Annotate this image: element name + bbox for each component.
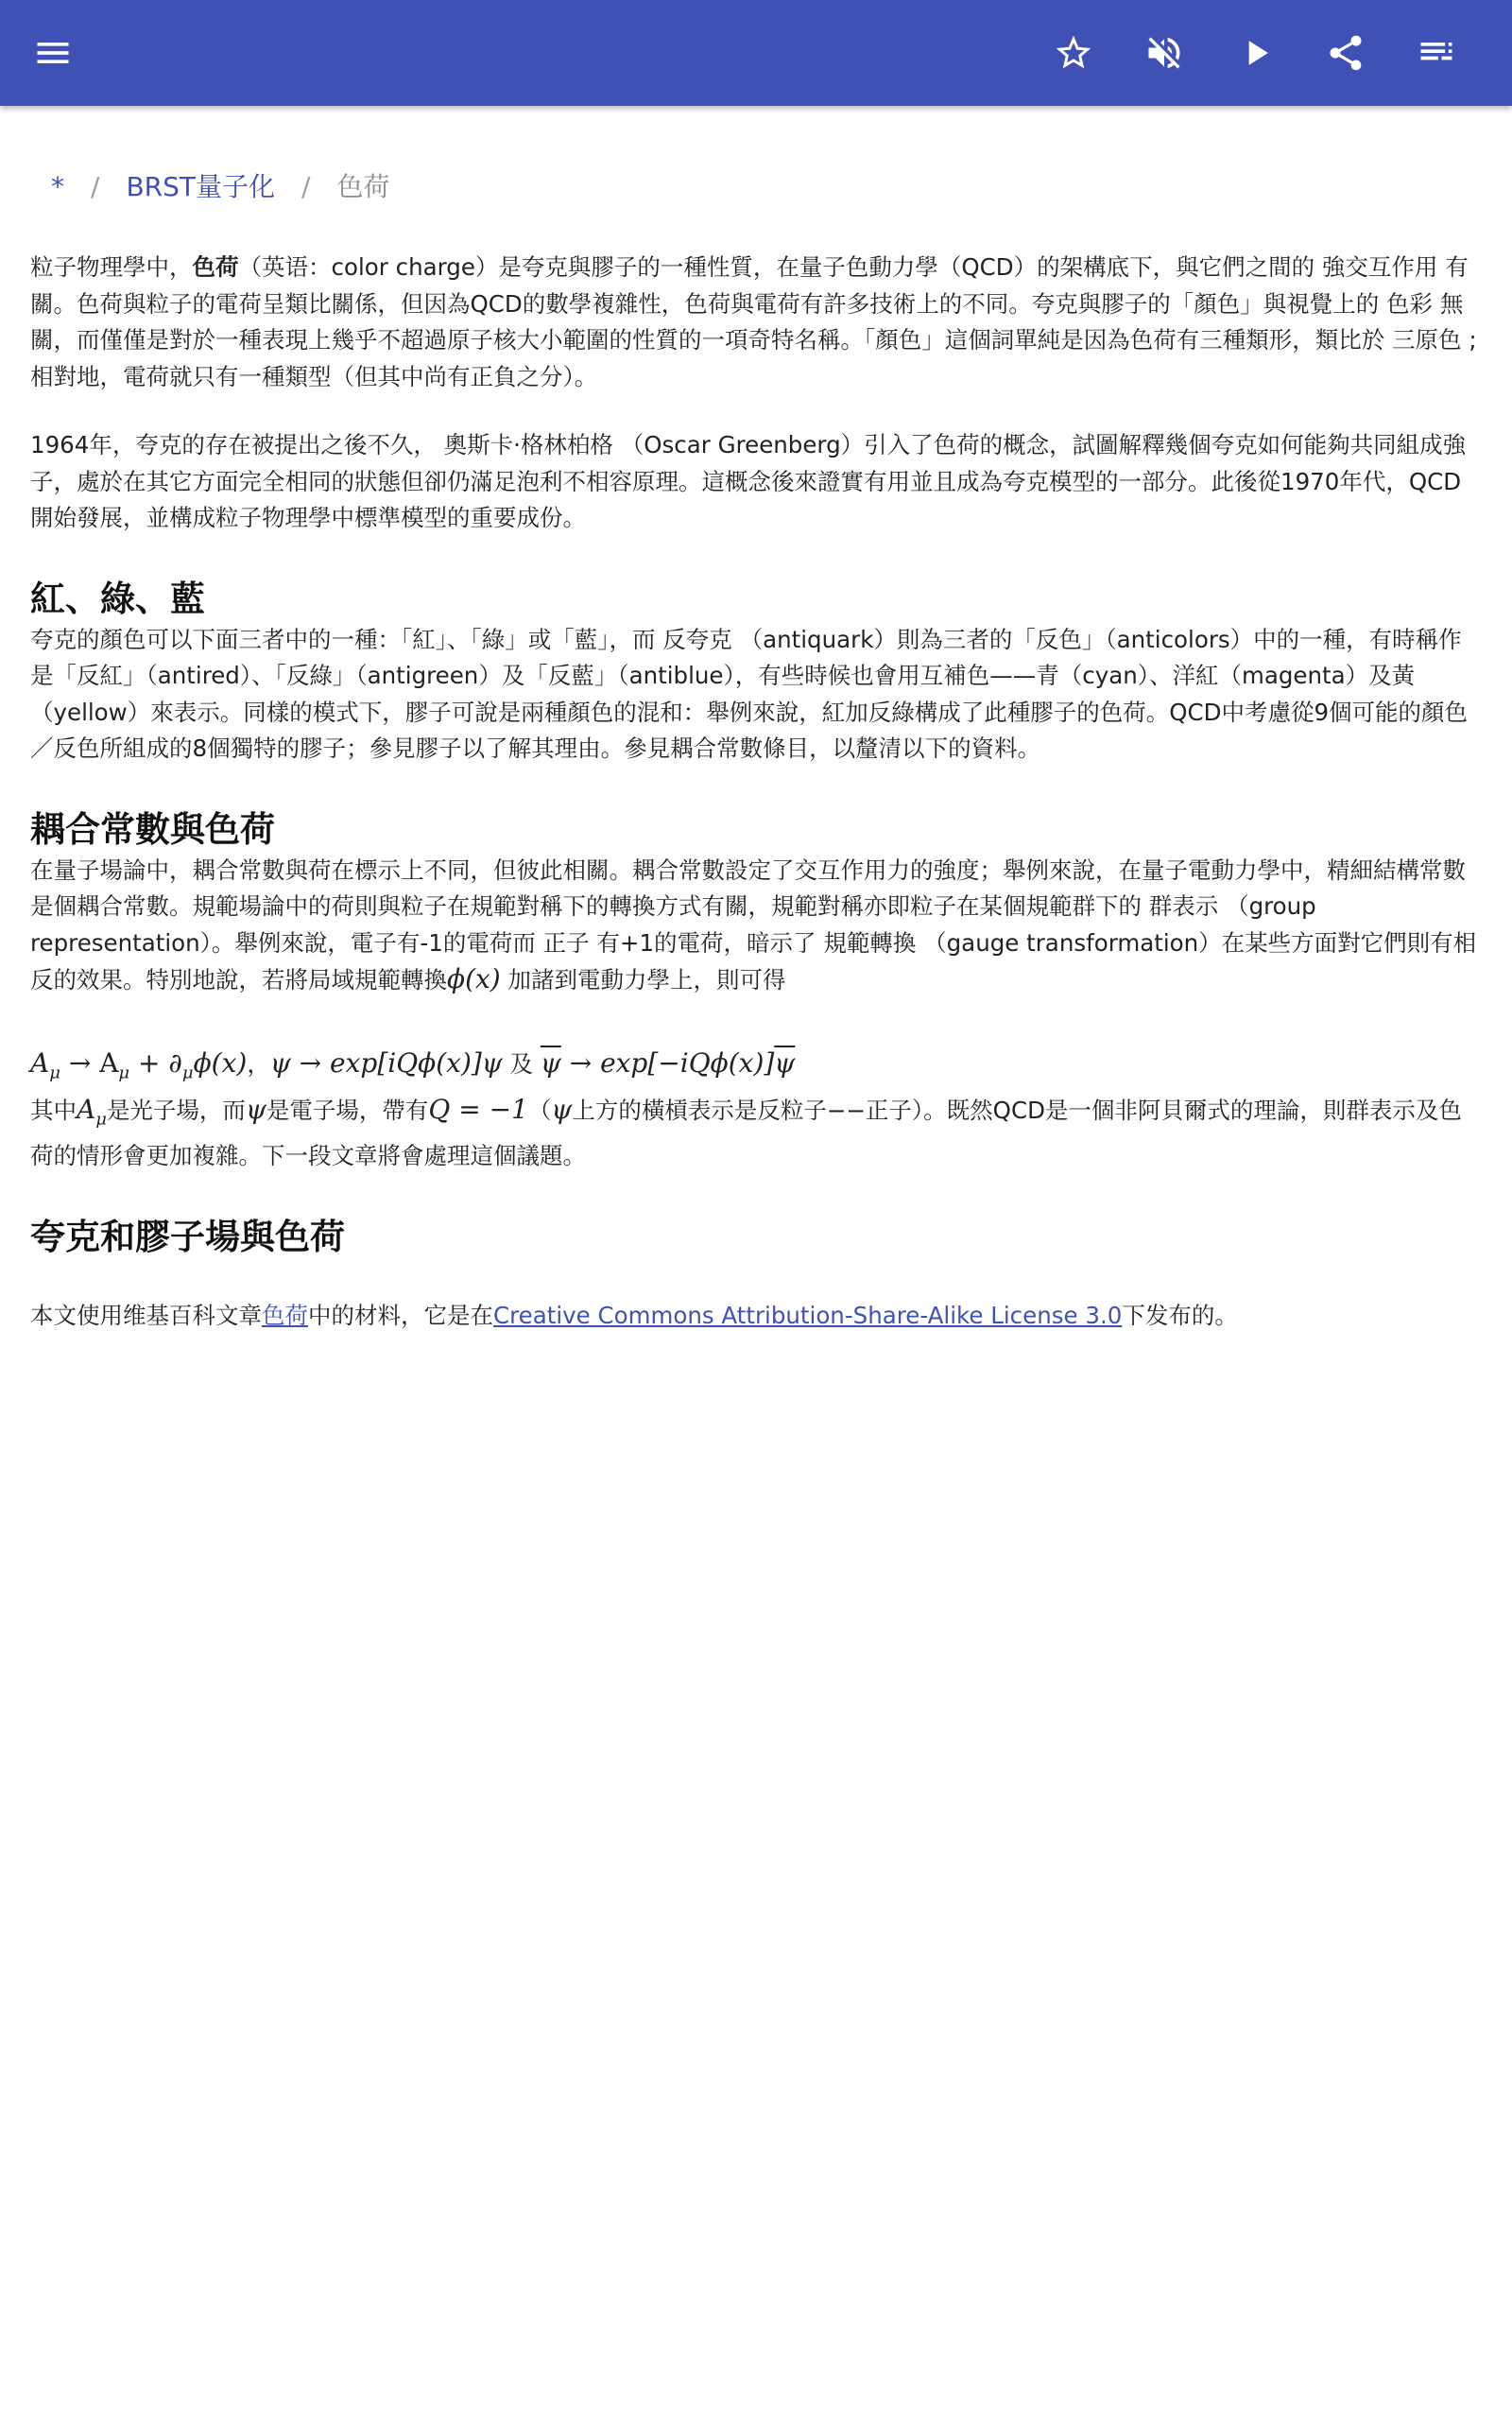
math-symbol: ψ → exp[iQϕ(x)]ψ [269,1046,503,1079]
source-article-link[interactable]: 色荷 [262,1301,308,1329]
contents-button[interactable] [1402,19,1470,87]
text-segment: 下发布的。 [1122,1301,1238,1329]
breadcrumb-separator: / [301,171,311,202]
text-segment: 在量子場論中，耦合常數與荷在標示上不同，但彼此相關。耦合常數設定了交互作用力的強度；舉例來說，在量子電動力學中，精細結構常數是個耦合常數。規範場論中的荷則與粒子在規範對稱下的轉換方式有關，規範對稱亦即粒子在某個規範群下的 群表示 （group representation）。舉例來說，電子有-1的電荷而 正子 有+1的電荷，暗示了 規範轉換 （gauge transformation）在某些方面對它們則有相反的效果。特別地說，若將局域規範轉換 [30,856,1477,994]
math-symbol: A [30,1046,50,1079]
text-segment: 是電子場，帶有 [266,1097,429,1125]
formula-explanation [30,1092,1482,1175]
math-conjunction: 及 [502,1049,541,1078]
math-symbol [77,1094,107,1130]
section-heading-coupling: 耦合常數與色荷 [30,808,275,850]
section-rgb-body: 夸克的顏色可以下面三者中的一種：「紅」、「綠」或「藍」，而 反夸克 （antiquark）則為三者的「反色」（anticolors）中的一種，有時稱作是「反紅」（antired）、「反綠」（antigreen）及「反藍」（antiblue），有些時候也會用互補色——青（cyan）、洋紅（magenta）及黃（yellow）來表示。同樣的模式下，膠子可說是兩種顏色的混和：舉例來說，紅加反綠構成了此種膠子的色荷。QCD中考慮從9個可能的顏色／反色所組成的8個獨特的膠子；參見膠子以了解其理由。參見耦合常數條目，以釐清以下的資料。 [30,625,1469,762]
breadcrumb-separator: / [91,171,100,202]
text-segment: （英语：color charge）是夸克與膠子的一種性質，在量子色動力學（QCD）的架構底下，與它們之間的 強交互作用 有關。色荷與粒子的電荷呈類比關係，但因為QCD的數學複雜性，色荷與電荷有許多技術上的不同。夸克與膠子的「顏色」與視覺上的 色彩 無關，而僅僅是對於一種表現上幾乎不超過原子核大小範圍的性質的一項奇特名稱。「顏色」這個詞單純是因為色荷有三種類形，類比於 三原色 ; 相對地，電荷就只有一種類型（但其中尚有正負之分）。 [30,253,1477,390]
math-symbol: Q = −1 [428,1094,528,1126]
article-content [30,161,1482,1366]
license-link[interactable]: Creative Commons Attribution-Share-Alike License 3.0 [493,1301,1123,1329]
intro-paragraph-1 [30,250,1482,395]
menu-icon [32,32,74,74]
star-outline-icon [1053,32,1094,74]
menu-button[interactable] [19,19,87,87]
math-symbol: → exp[−iQϕ(x)] [560,1046,775,1079]
app-bar [0,0,1512,106]
section-coupling-body [30,853,1482,999]
math-symbol: A [77,1094,96,1126]
math-symbol: + ∂ [129,1046,182,1079]
math-subscript: μ [118,1063,130,1083]
math-symbol-overline: $\overline{\psi}$ [540,1046,561,1079]
list-icon [1416,32,1457,74]
math-symbol-overline: $\overline{\psi}$ [774,1046,796,1079]
math-symbol: ϕ(x) [193,1046,248,1079]
text-segment: 中的材料，它是在 [308,1301,493,1329]
math-symbol: ψ [245,1094,266,1126]
math-subscript: μ [181,1063,194,1083]
breadcrumb-root-link[interactable]: * [51,171,64,202]
intro-paragraph-2: 1964年，夸克的存在被提出之後不久， 奧斯卡·格林柏格 （Oscar Greenberg）引入了色荷的概念，試圖解釋幾個夸克如何能夠共同組成強子，處於在其它方面完全相同的狀態但卻仍滿足泡利不相容原理。這概念後來證實有用並且成為夸克模型的一部分。此後從1970年代，QCD開始發展，並構成粒子物理學中標準模型的重要成份。 [30,431,1467,531]
text-segment: 本文使用维基百科文章 [30,1301,262,1329]
text-segment: 其中 [30,1097,77,1125]
math-subscript: μ [49,1063,60,1083]
volume-off-icon [1143,32,1185,74]
text-segment: 是光子場，而 [106,1097,246,1125]
breadcrumb-parent-link[interactable]: BRST量子化 [126,171,275,202]
math-subscript: μ [95,1109,107,1130]
breadcrumb [51,161,1482,214]
mute-button[interactable] [1130,19,1198,87]
gauge-transformation-formula [30,1045,1482,1093]
math-phi: ϕ(x) [447,963,501,994]
math-symbol: → A [60,1046,119,1079]
section-heading-rgb: 紅、綠、藍 [30,578,205,619]
text-segment: 加諸到電動力學上，則可得 [500,966,786,994]
math-symbol: ψ [551,1094,573,1126]
play-button[interactable] [1222,19,1290,87]
favorite-button[interactable] [1040,19,1108,87]
text-segment: （ [527,1097,552,1125]
text-segment: 粒子物理學中， [30,253,193,281]
term-bold: 色荷 [192,253,239,281]
play-icon [1235,32,1277,74]
breadcrumb-current: 色荷 [336,171,390,202]
attribution [30,1298,1482,1335]
math-separator: ， [247,1049,270,1078]
section-heading-fields: 夸克和膠子場與色荷 [30,1216,345,1257]
share-icon [1325,32,1366,74]
share-button[interactable] [1312,19,1380,87]
text-segment: 上方的橫槓表示是反粒子−−正子）。既然QCD是一個非阿貝爾式的理論，則群表示及色荷的情形會更加複雜。下一段文章將會處理這個議題。 [30,1097,1462,1170]
